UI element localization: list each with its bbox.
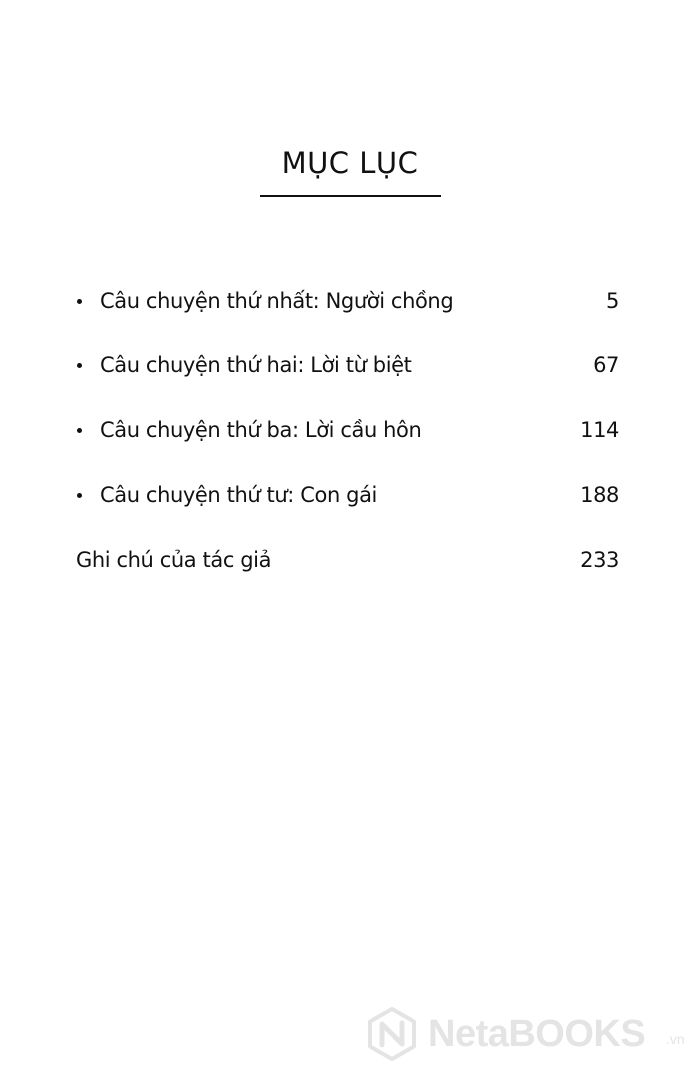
watermark-suffix: .vn — [666, 1031, 685, 1047]
toc-entry-author-note[interactable] — [0, 545, 700, 575]
toc-entry[interactable] — [0, 286, 700, 316]
toc-entry-page: 114 — [580, 418, 619, 442]
neta-logo-icon — [364, 1006, 420, 1062]
toc-entry-page: 67 — [593, 353, 619, 377]
toc-entry-title: Câu chuyện thứ nhất: Người chồng — [100, 289, 454, 313]
toc-entry[interactable] — [0, 480, 700, 510]
toc-entry[interactable] — [0, 350, 700, 380]
toc-entry-page: 233 — [580, 548, 619, 572]
toc-entry-title: Câu chuyện thứ hai: Lời từ biệt — [100, 353, 412, 377]
watermark — [364, 1006, 694, 1062]
bullet-icon — [77, 299, 82, 304]
bullet-icon — [77, 493, 82, 498]
toc-entry-page: 188 — [580, 483, 619, 507]
bullet-icon — [77, 363, 82, 368]
toc-entry-title: Câu chuyện thứ ba: Lời cầu hôn — [100, 418, 422, 442]
title-underline — [260, 195, 441, 197]
toc-entry[interactable] — [0, 415, 700, 445]
toc-title: MỤC LỤC — [281, 146, 419, 180]
bullet-icon — [77, 428, 82, 433]
watermark-brand: NetaBOOKS — [428, 1013, 646, 1055]
toc-entry-title: Ghi chú của tác giả — [76, 548, 272, 572]
toc-entry-page: 5 — [606, 289, 619, 313]
toc-entry-title: Câu chuyện thứ tư: Con gái — [100, 483, 377, 507]
